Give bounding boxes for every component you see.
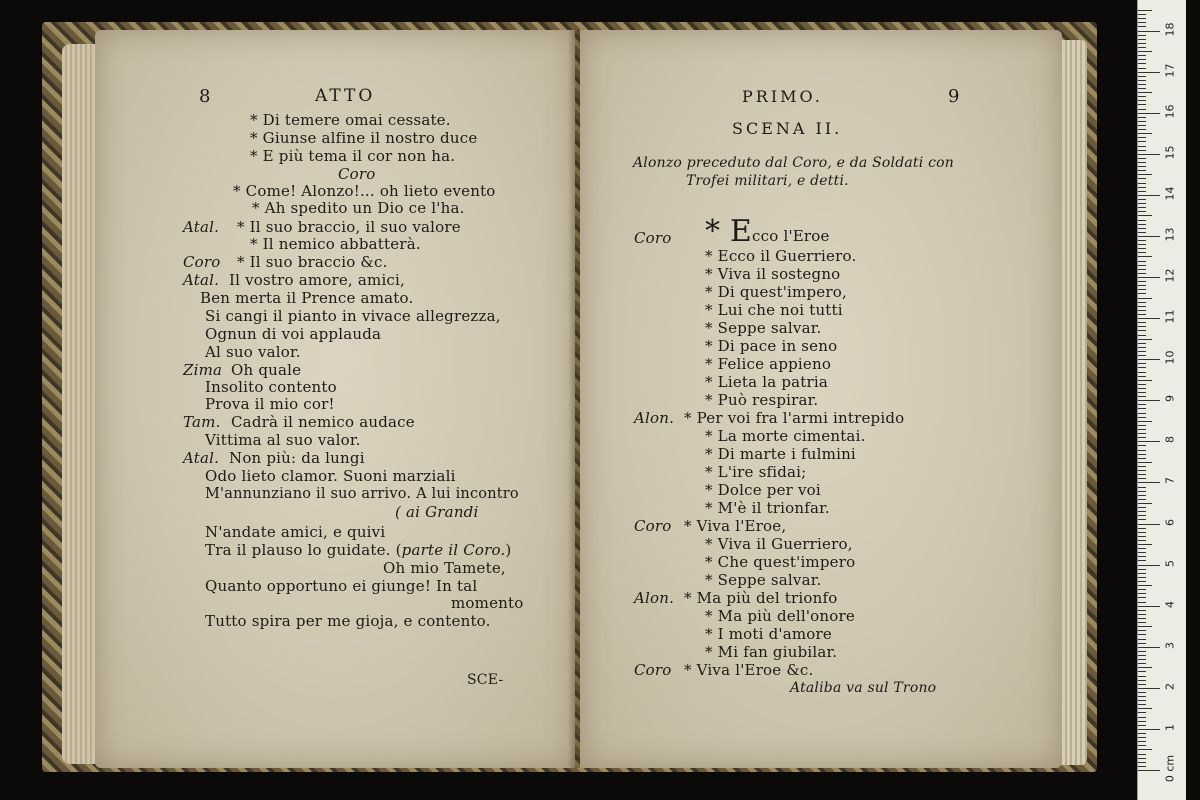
ruler-tick: [1138, 388, 1146, 389]
ruler-tick: [1138, 183, 1146, 184]
ruler-tick: [1138, 203, 1146, 204]
ruler-tick: [1138, 565, 1160, 566]
ruler-tick: [1138, 273, 1146, 274]
ruler-tick: [1138, 421, 1152, 422]
ruler-tick: [1138, 392, 1146, 393]
ruler-number: 18: [1163, 22, 1177, 37]
ruler-tick: [1138, 540, 1146, 541]
ruler-tick: [1138, 770, 1160, 771]
ruler-tick: [1138, 18, 1146, 19]
verse-line: * Ah spedito un Dio ce l'ha.: [252, 199, 465, 217]
ruler-tick: [1138, 749, 1152, 750]
measurement-ruler: [1137, 0, 1186, 800]
ruler-number: 17: [1163, 63, 1177, 78]
ruler-tick: [1138, 606, 1160, 607]
verse-line: * Viva il Guerriero,: [705, 535, 853, 553]
ruler-tick: [1138, 100, 1146, 101]
verse-line: Si cangi il pianto in vivace allegrezza,: [205, 307, 501, 325]
ruler-tick: [1138, 376, 1146, 377]
ruler-tick: [1138, 684, 1146, 685]
verse-line: * Di pace in seno: [705, 337, 838, 355]
ruler-tick: [1138, 104, 1146, 105]
ruler-tick: [1138, 474, 1146, 475]
verse-line: Ognun di voi applauda: [205, 325, 382, 343]
catchword: SCE-: [467, 672, 504, 688]
speaker-label: Coro: [634, 517, 672, 535]
ruler-number: 0 cm: [1163, 754, 1177, 783]
ruler-tick: [1138, 404, 1146, 405]
ruler-number: 9: [1163, 395, 1177, 403]
verse-line: * Il suo braccio, il suo valore: [237, 218, 461, 236]
ruler-tick: [1138, 766, 1146, 767]
ruler-tick: [1138, 269, 1146, 270]
verse-line: * Seppe salvar.: [705, 571, 822, 589]
verse-line: * Ma più dell'onore: [705, 607, 855, 625]
verse-line: momento: [451, 594, 524, 612]
verse-line: * Dolce per voi: [705, 481, 821, 499]
verse-line: Tra il plauso lo guidate. (parte il Coro.): [205, 541, 512, 559]
ruler-tick: [1138, 445, 1146, 446]
ruler-tick: [1138, 462, 1152, 463]
ruler-tick: [1138, 224, 1146, 225]
verse-line: Non più: da lungi: [229, 449, 365, 467]
verse-line: * Mi fan giubilar.: [705, 643, 838, 661]
ruler-tick: [1138, 326, 1146, 327]
ruler-tick: [1138, 232, 1146, 233]
ruler-tick: [1138, 417, 1146, 418]
ruler-tick: [1138, 511, 1146, 512]
ruler-tick: [1138, 14, 1146, 15]
ruler-tick: [1138, 651, 1146, 652]
ruler-tick: [1138, 199, 1146, 200]
verse-line: Oh mio Tamete,: [383, 559, 506, 577]
ruler-tick: [1138, 495, 1146, 496]
ruler-tick: [1138, 285, 1146, 286]
stage-direction: Alonzo preceduto dal Coro, e da Soldati con: [633, 155, 954, 171]
verse-line: * I moti d'amore: [705, 625, 832, 643]
ruler-tick: [1138, 519, 1146, 520]
ruler-tick: [1138, 745, 1146, 746]
ruler-tick: [1138, 708, 1152, 709]
ruler-tick: [1138, 150, 1146, 151]
ruler-tick: [1138, 39, 1146, 40]
ruler-tick: [1138, 137, 1146, 138]
ruler-tick: [1138, 195, 1160, 196]
ruler-tick: [1138, 372, 1146, 373]
ruler-tick: [1138, 478, 1146, 479]
ruler-tick: [1138, 35, 1146, 36]
ruler-tick: [1138, 310, 1146, 311]
ruler-tick: [1138, 499, 1146, 500]
verse-line: Odo lieto clamor. Suoni marziali: [205, 467, 456, 485]
page-number: 9: [948, 86, 960, 107]
verse-line: * Ma più del trionfo: [684, 589, 838, 607]
ruler-tick: [1138, 68, 1146, 69]
ruler-tick: [1138, 281, 1146, 282]
speaker-label: Tam.: [183, 413, 221, 431]
ruler-number: 5: [1163, 559, 1177, 567]
ruler-tick: [1138, 363, 1146, 364]
ruler-tick: [1138, 573, 1146, 574]
ruler-tick: [1138, 536, 1146, 537]
ruler-tick: [1138, 133, 1152, 134]
ruler-tick: [1138, 721, 1146, 722]
ruler-tick: [1138, 302, 1146, 303]
ruler-tick: [1138, 166, 1146, 167]
verse-line: Ben merta il Prence amato.: [200, 289, 414, 307]
right-page: [580, 30, 1062, 768]
ruler-tick: [1138, 367, 1146, 368]
speaker-label: Alon.: [634, 409, 675, 427]
stage-direction: ( ai Grandi: [395, 503, 479, 521]
ruler-number: 15: [1163, 145, 1177, 160]
ruler-tick: [1138, 359, 1160, 360]
ruler-tick: [1138, 524, 1160, 525]
verse-line: * M'è il trionfar.: [705, 499, 830, 517]
ruler-tick: [1138, 408, 1146, 409]
ruler-tick: [1138, 154, 1160, 155]
ruler-tick: [1138, 622, 1146, 623]
verse-line: * Seppe salvar.: [705, 319, 822, 337]
ruler-tick: [1138, 191, 1146, 192]
ruler-tick: [1138, 663, 1146, 664]
ruler-tick: [1138, 503, 1152, 504]
ruler-tick: [1138, 630, 1146, 631]
speaker-label: Atal.: [183, 449, 220, 467]
ruler-tick: [1138, 597, 1146, 598]
ruler-tick: [1138, 688, 1160, 689]
ruler-tick: [1138, 322, 1146, 323]
verse-line: * Può respirar.: [705, 391, 819, 409]
verse-line: * Di temere omai cessate.: [250, 111, 451, 129]
ruler-tick: [1138, 548, 1146, 549]
verse-line: * Per voi fra l'armi intrepido: [684, 409, 905, 427]
ruler-tick: [1138, 552, 1146, 553]
verse-line: * Lui che noi tutti: [705, 301, 843, 319]
ruler-tick: [1138, 351, 1146, 352]
ruler-number: 13: [1163, 227, 1177, 242]
ruler-tick: [1138, 581, 1146, 582]
ruler-tick: [1138, 425, 1146, 426]
ruler-tick: [1138, 26, 1146, 27]
ruler-tick: [1138, 741, 1146, 742]
ruler-number: 6: [1163, 518, 1177, 526]
ruler-tick: [1138, 306, 1146, 307]
ruler-number: 8: [1163, 436, 1177, 444]
ruler-tick: [1138, 10, 1152, 11]
ruler-tick: [1138, 429, 1146, 430]
ruler-tick: [1138, 343, 1146, 344]
ruler-tick: [1138, 318, 1160, 319]
ruler-tick: [1138, 256, 1152, 257]
ruler-tick: [1138, 585, 1152, 586]
scene-title: SCENA II.: [732, 119, 843, 138]
ruler-tick: [1138, 347, 1146, 348]
ruler-tick: [1138, 704, 1146, 705]
ruler-tick: [1138, 339, 1152, 340]
ruler-tick: [1138, 413, 1146, 414]
verse-line: Al suo valor.: [205, 343, 301, 361]
ruler-tick: [1138, 450, 1146, 451]
ruler-tick: [1138, 228, 1146, 229]
verse-line: * Viva il sostegno: [705, 265, 841, 283]
ruler-tick: [1138, 454, 1146, 455]
ruler-tick: [1138, 626, 1152, 627]
ruler-tick: [1138, 43, 1146, 44]
ruler-tick: [1138, 528, 1146, 529]
ruler-tick: [1138, 400, 1160, 401]
ruler-tick: [1138, 380, 1152, 381]
ruler-tick: [1138, 277, 1160, 278]
ruler-tick: [1138, 577, 1146, 578]
ruler-tick: [1138, 92, 1152, 93]
ruler-tick: [1138, 733, 1146, 734]
verse-line: * Come! Alonzo!... oh lieto evento: [233, 182, 496, 200]
speaker-label: Coro: [634, 229, 672, 247]
verse-line: * Viva l'Eroe,: [684, 517, 787, 535]
ruler-tick: [1138, 569, 1146, 570]
ruler-tick: [1138, 248, 1146, 249]
ruler-tick: [1138, 754, 1146, 755]
ruler-tick: [1138, 614, 1146, 615]
ruler-tick: [1138, 667, 1152, 668]
speaker-label: Alon.: [634, 589, 675, 607]
ruler-tick: [1138, 396, 1146, 397]
ruler-tick: [1138, 293, 1146, 294]
ruler-tick: [1138, 178, 1146, 179]
verse-line: * Giunse alfine il nostro duce: [250, 129, 478, 147]
verse-line: Cadrà il nemico audace: [231, 413, 415, 431]
ruler-tick: [1138, 671, 1146, 672]
ruler-tick: [1138, 639, 1146, 640]
ruler-number: 12: [1163, 268, 1177, 283]
ruler-tick: [1138, 187, 1146, 188]
page-number: 8: [199, 86, 211, 107]
ruler-number: 11: [1163, 309, 1177, 324]
verse-line: * Felice appieno: [705, 355, 832, 373]
ruler-tick: [1138, 158, 1146, 159]
ruler-tick: [1138, 121, 1146, 122]
ruler-tick: [1138, 51, 1152, 52]
ruler-tick: [1138, 55, 1146, 56]
ruler-tick: [1138, 146, 1146, 147]
ruler-tick: [1138, 725, 1146, 726]
ruler-tick: [1138, 162, 1146, 163]
verse-line: * Il suo braccio &c.: [237, 253, 388, 271]
ruler-tick: [1138, 117, 1146, 118]
ruler-tick: [1138, 491, 1146, 492]
ruler-tick: [1138, 717, 1146, 718]
ruler-tick: [1138, 314, 1146, 315]
ruler-tick: [1138, 618, 1146, 619]
verse-line: M'annunziano il suo arrivo. A lui incontro: [205, 486, 519, 502]
ruler-tick: [1138, 252, 1146, 253]
ruler-tick: [1138, 589, 1146, 590]
ruler-tick: [1138, 507, 1146, 508]
ruler-number: 3: [1163, 641, 1177, 649]
ruler-tick: [1138, 109, 1146, 110]
ruler-tick: [1138, 556, 1146, 557]
ruler-tick: [1138, 643, 1146, 644]
ruler-tick: [1138, 265, 1146, 266]
ruler-tick: [1138, 84, 1146, 85]
stage-direction: Trofei militari, e detti.: [686, 173, 849, 189]
verse-line: * Ecco il Guerriero.: [705, 247, 857, 265]
ruler-tick: [1138, 113, 1160, 114]
verse-line: Insolito contento: [205, 378, 337, 396]
ruler-tick: [1138, 76, 1146, 77]
ruler-tick: [1138, 634, 1146, 635]
ruler-tick: [1138, 466, 1146, 467]
left-page: [95, 30, 575, 768]
ruler-tick: [1138, 729, 1160, 730]
ruler-tick: [1138, 593, 1146, 594]
running-header: PRIMO.: [742, 87, 823, 106]
verse-line: Vittima al suo valor.: [205, 431, 361, 449]
ruler-tick: [1138, 560, 1146, 561]
speaker-label: Coro: [338, 165, 376, 183]
ruler-tick: [1138, 125, 1146, 126]
ruler-tick: [1138, 610, 1146, 611]
verse-line: * La morte cimentai.: [705, 427, 866, 445]
ruler-number: 2: [1163, 682, 1177, 690]
verse-line: * L'ire sfidai;: [705, 463, 807, 481]
ruler-tick: [1138, 236, 1160, 237]
speaker-label: Coro: [634, 661, 672, 679]
ruler-tick: [1138, 655, 1146, 656]
ruler-tick: [1138, 240, 1146, 241]
verse-line: * E più tema il cor non ha.: [250, 147, 456, 165]
ruler-tick: [1138, 532, 1146, 533]
ruler-tick: [1138, 441, 1160, 442]
ruler-tick: [1138, 544, 1152, 545]
ruler-tick: [1138, 335, 1146, 336]
speaker-label: Atal.: [183, 271, 220, 289]
verse-line: * Di quest'impero,: [705, 283, 847, 301]
ruler-tick: [1138, 647, 1160, 648]
ruler-tick: [1138, 47, 1146, 48]
ruler-tick: [1138, 433, 1146, 434]
ruler-number: 4: [1163, 600, 1177, 608]
running-header: ATTO: [315, 86, 376, 106]
ruler-tick: [1138, 676, 1146, 677]
ruler-tick: [1138, 72, 1160, 73]
ruler-number: 10: [1163, 350, 1177, 365]
ruler-tick: [1138, 129, 1146, 130]
ruler-tick: [1138, 458, 1146, 459]
verse-line: N'andate amici, e quivi: [205, 523, 386, 541]
ruler-tick: [1138, 244, 1146, 245]
ruler-tick: [1138, 141, 1146, 142]
ruler-tick: [1138, 355, 1146, 356]
speaker-label: Coro: [183, 253, 221, 271]
ruler-number: 16: [1163, 104, 1177, 119]
ruler-number: 14: [1163, 186, 1177, 201]
verse-line: Oh quale: [231, 361, 302, 379]
ruler-tick: [1138, 680, 1146, 681]
ruler-tick: [1138, 737, 1146, 738]
ruler-tick: [1138, 515, 1146, 516]
ruler-tick: [1138, 63, 1146, 64]
ruler-tick: [1138, 96, 1146, 97]
verse-line: * Lieta la patria: [705, 373, 829, 391]
ruler-tick: [1138, 487, 1146, 488]
ruler-tick: [1138, 261, 1146, 262]
ruler-tick: [1138, 659, 1146, 660]
ruler-number: 7: [1163, 477, 1177, 485]
ruler-tick: [1138, 696, 1146, 697]
ruler-tick: [1138, 437, 1146, 438]
verse-line: Prova il mio cor!: [205, 395, 335, 413]
ruler-tick: [1138, 31, 1160, 32]
ruler-tick: [1138, 470, 1146, 471]
speaker-label: Zima: [183, 361, 223, 379]
verse-line: Quanto opportuno ei giunge! In tal: [205, 577, 478, 595]
verse-line: * Che quest'impero: [705, 553, 856, 571]
verse-line: * Di marte i fulmini: [705, 445, 856, 463]
ruler-tick: [1138, 692, 1146, 693]
stage-direction: Ataliba va sul Trono: [790, 680, 937, 696]
verse-line: * Il nemico abbatterà.: [250, 235, 421, 253]
ruler-tick: [1138, 700, 1146, 701]
verse-line: * Viva l'Eroe &c.: [684, 661, 814, 679]
ruler-tick: [1138, 384, 1146, 385]
ruler-tick: [1138, 59, 1146, 60]
ruler-tick: [1138, 170, 1146, 171]
ruler-tick: [1138, 211, 1146, 212]
speaker-label: Atal.: [183, 218, 220, 236]
verse-line: Il vostro amore, amici,: [229, 271, 406, 289]
ruler-tick: [1138, 758, 1146, 759]
ruler-tick: [1138, 215, 1152, 216]
ruler-tick: [1138, 330, 1146, 331]
ruler-tick: [1138, 220, 1146, 221]
ruler-tick: [1138, 762, 1146, 763]
ruler-tick: [1138, 88, 1146, 89]
verse-line: * Ecco l'Eroe: [705, 214, 830, 249]
verse-line: Tutto spira per me gioja, e contento.: [205, 612, 491, 630]
ruler-tick: [1138, 712, 1146, 713]
ruler-tick: [1138, 289, 1146, 290]
ruler-number: 1: [1163, 723, 1177, 731]
ruler-tick: [1138, 174, 1152, 175]
ruler-tick: [1138, 602, 1146, 603]
ruler-tick: [1138, 22, 1146, 23]
ruler-tick: [1138, 298, 1152, 299]
ruler-tick: [1138, 482, 1160, 483]
ruler-tick: [1138, 207, 1146, 208]
ruler-tick: [1138, 80, 1146, 81]
